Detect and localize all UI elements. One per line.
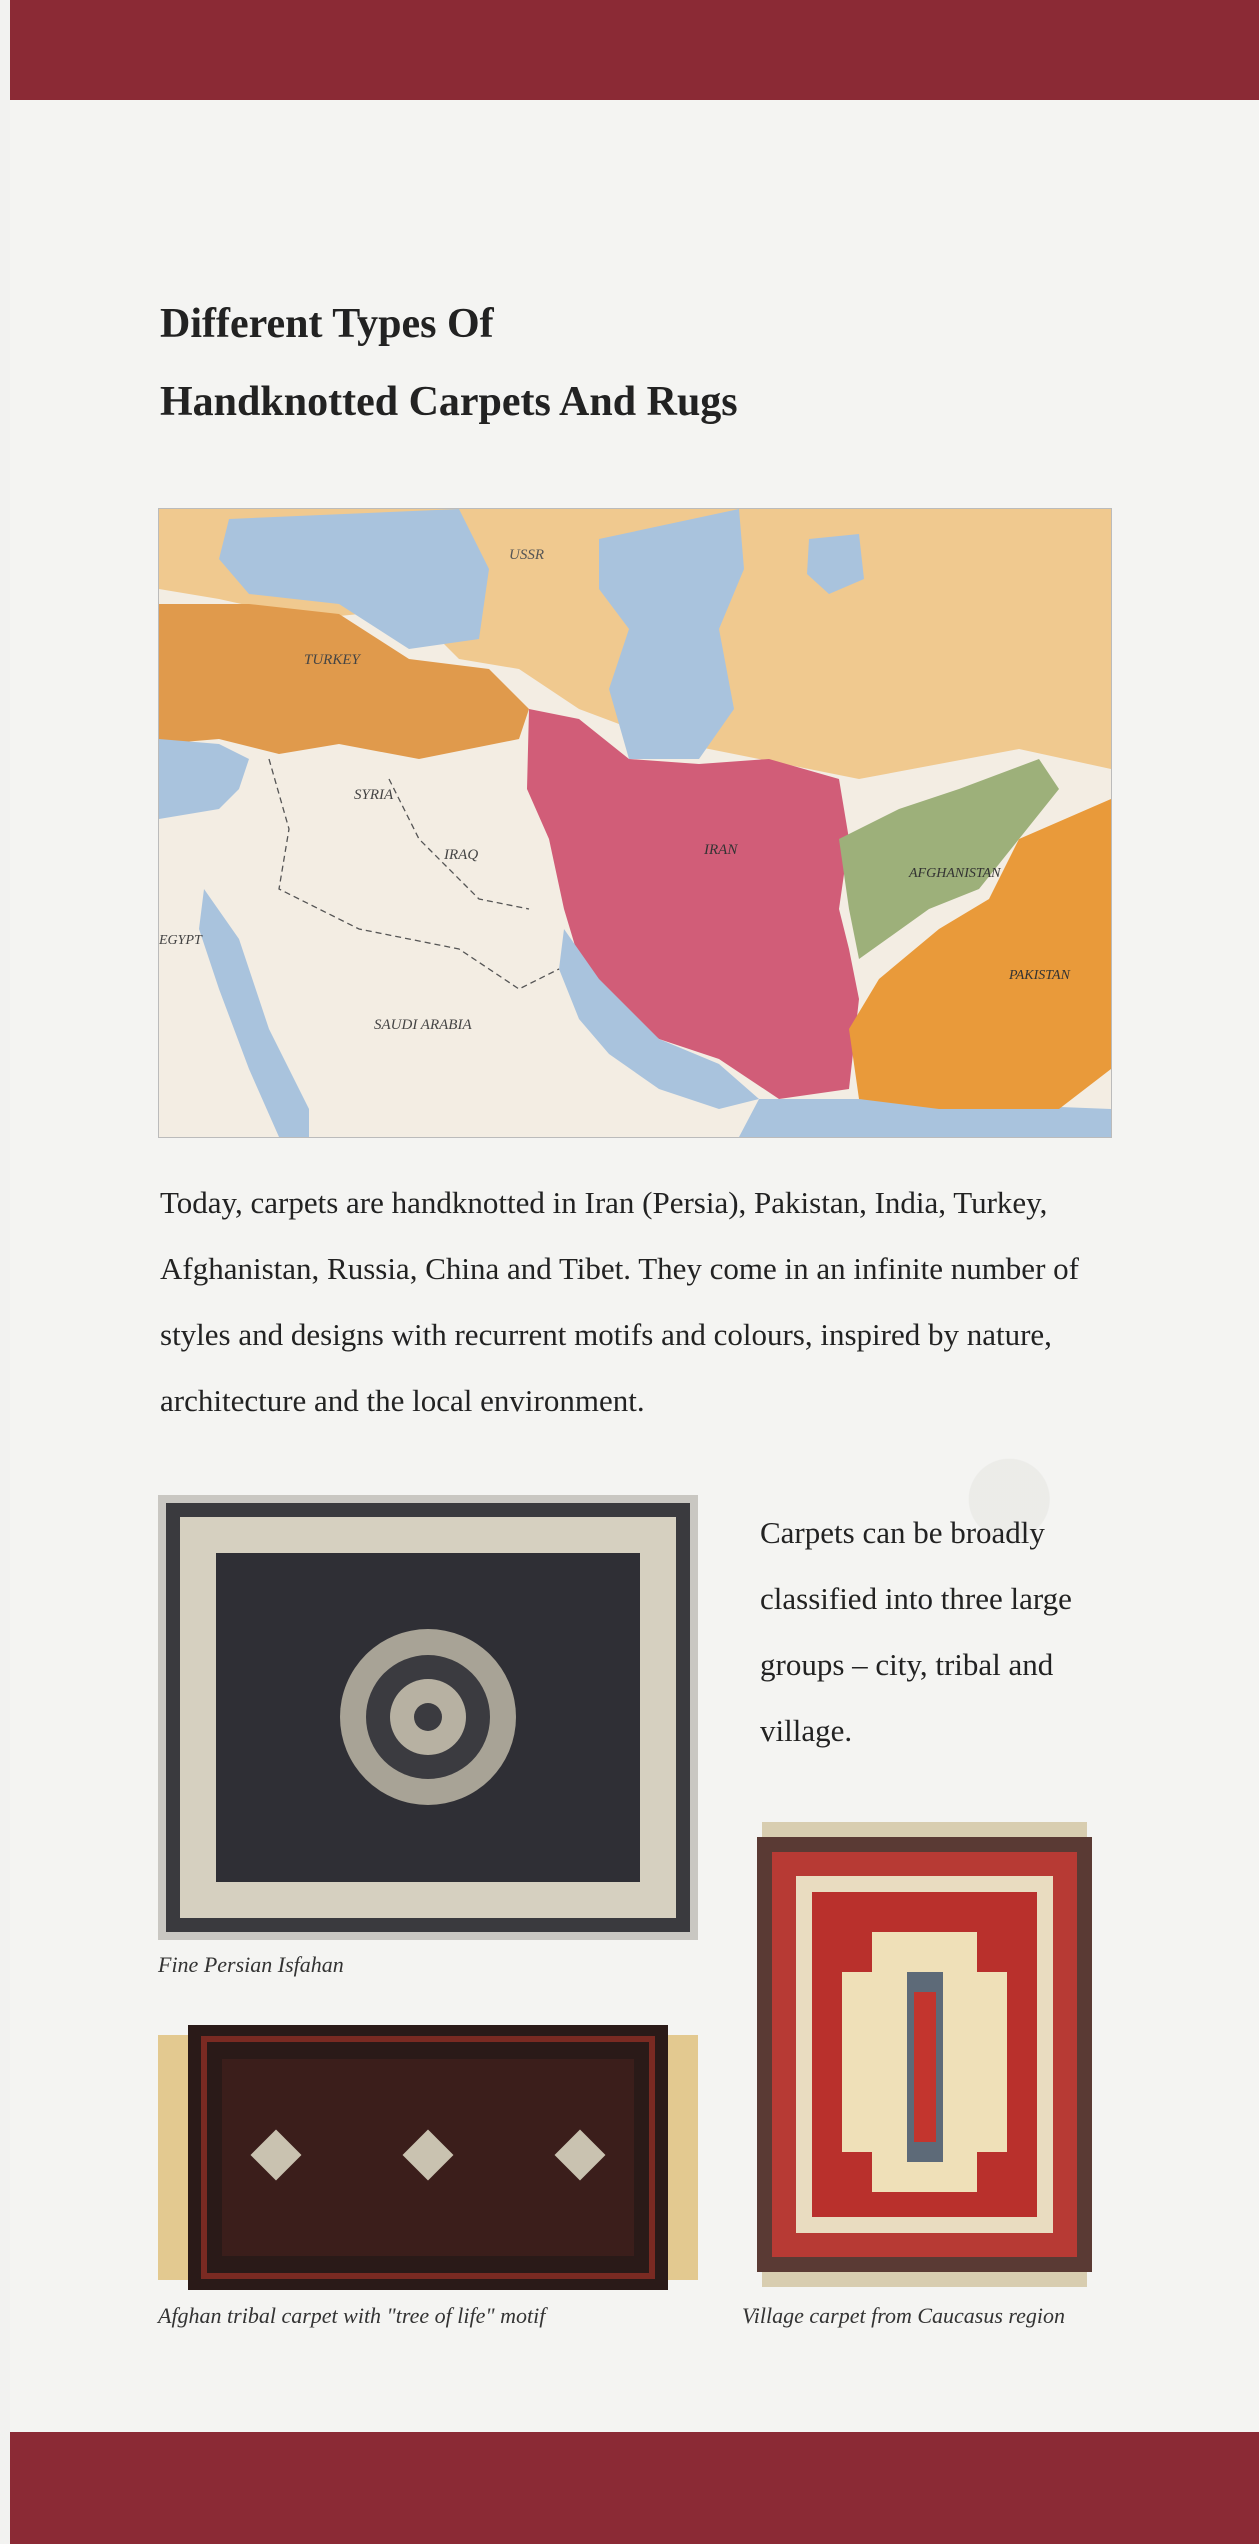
isfahan-carpet-image	[158, 1495, 698, 1940]
map-label-afghanistan: AFGHANISTAN	[909, 866, 1001, 881]
map-label-pakistan: PAKISTAN	[1009, 968, 1070, 983]
map-label-egypt: EGYPT	[159, 933, 202, 948]
page-title	[160, 285, 1060, 441]
map-label-ussr: USSR	[509, 547, 544, 563]
title-line-2: Handknotted Carpets And Rugs	[160, 379, 738, 425]
caption-caucasus: Village carpet from Caucasus region	[742, 2303, 1066, 2328]
caption-isfahan: Fine Persian Isfahan	[158, 1952, 344, 1977]
map-label-turkey: TURKEY	[304, 652, 360, 668]
afghan-carpet-image	[158, 2025, 698, 2290]
caption-afghan: Afghan tribal carpet with "tree of life" motif	[158, 2303, 546, 2328]
top-band	[10, 0, 1259, 100]
title-line-1: Different Types Of	[160, 301, 494, 347]
classification-paragraph: Carpets can be broadly classified into three large groups – city, tribal and village.	[760, 1515, 1072, 1748]
map-label-iran: IRAN	[704, 842, 738, 858]
intro-paragraph: Today, carpets are handknotted in Iran (Persia), Pakistan, India, Turkey, Afghanistan, Russia, China and Tibet. They come in an infinite number of styles and designs with recurrent motifs and colours, inspired by nature, architecture and the local environment.	[160, 1185, 1079, 1418]
bottom-band	[10, 2432, 1259, 2544]
region-map	[158, 508, 1112, 1138]
map-label-iraq: IRAQ	[444, 847, 479, 863]
caucasus-carpet-image	[752, 1822, 1097, 2287]
map-label-saudi-arabia: SAUDI ARABIA	[374, 1017, 472, 1033]
map-label-syria: SYRIA	[354, 787, 394, 803]
